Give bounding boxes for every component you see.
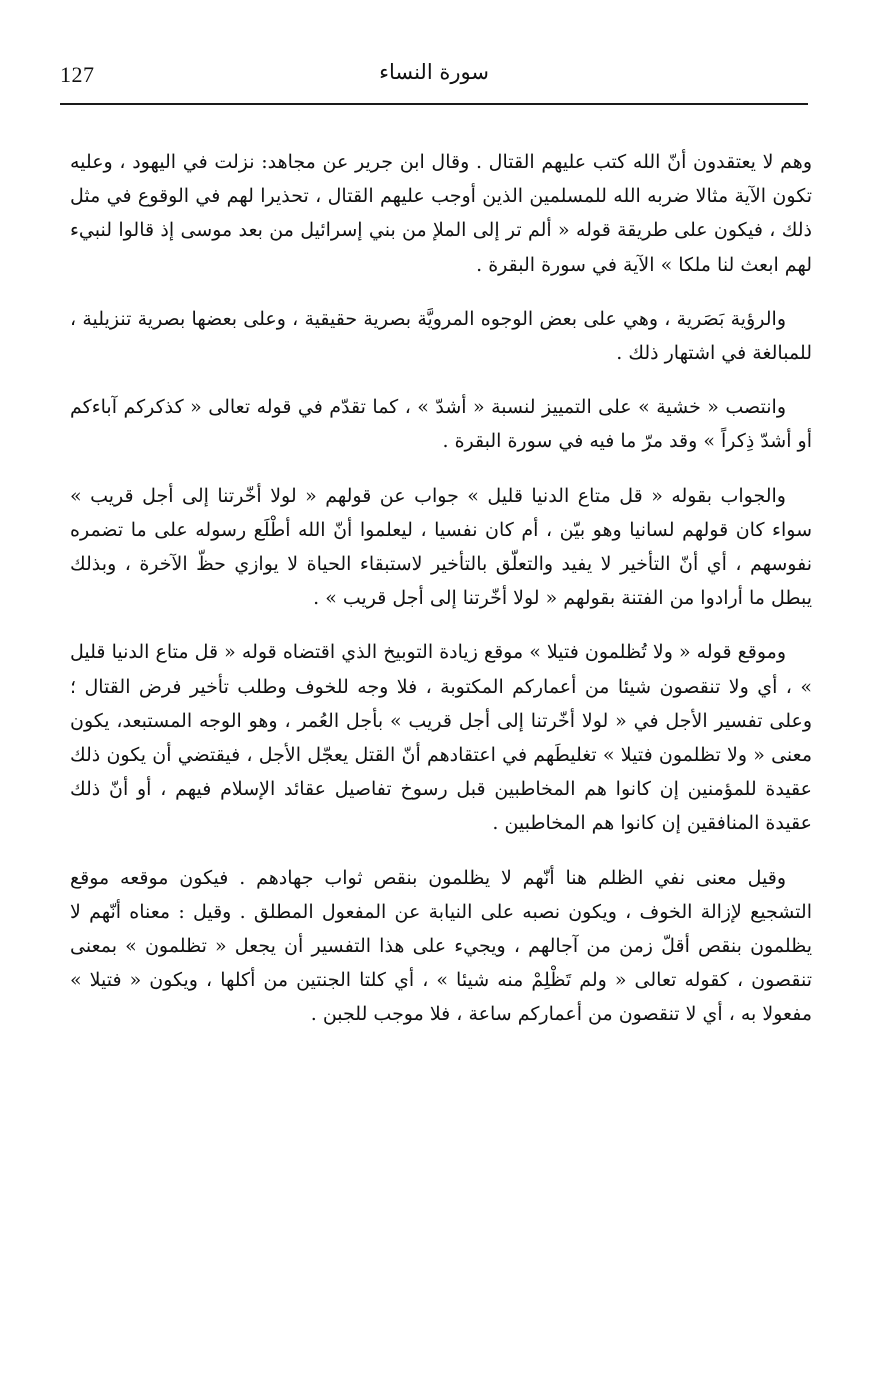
paragraph-5: وموقع قوله « ولا تُظلمون فتيلا » موقع زيادة التوبيخ الذي اقتضاه قوله « قل متاع الدنيا قليل » ، أي ولا تنقصون شيئا من أعماركم المكتوبة ، فلا وجه للخوف وطلب تأخير فرض القتال ؛ وعلى تفسير الأجل في « لولا أخّرتنا إلى أجل قريب » بأجل العُمر ، وهو الوجه المستبعد، يكون معنى « ولا تظلمون فتيلا » تغليطَهم في اعتقادهم أنّ القتل يعجّل الأجل ، فيقتضي أن يكون ذلك عقيدة للمؤمنين إن كانوا هم المخاطبين قبل رسوخ تفاصيل عقائد الإسلام فيهم ، أو أنّ ذلك عقيدة المنافقين إن كانوا هم المخاطبين . [70,641,812,835]
page-header [60,62,808,102]
header-divider [60,103,808,105]
page-number: 127 [60,62,95,87]
paragraph-2: والرؤية بَصَرية ، وهي على بعض الوجوه المرويَّة بصرية حقيقية ، وعلى بعضها بصرية تنزيلية ، للمبالغة في اشتهار ذلك . [70,307,812,365]
paragraph-6: وقيل معنى نفي الظلم هنا أنّهم لا يظلمون بنقص ثواب جهادهم . فيكون موقعه موقع التشجيع لإزالة الخوف ، ويكون نصبه على النيابة عن المفعول المطلق . وقيل : معناه أنّهم لا يظلمون بنقص أقلّ زمن من آجالهم ، ويجيء على هذا التفسير أن يجعل « تظلمون » بمعنى تنقصون ، كقوله تعالى « ولم تَظْلِمْ منه شيئا » ، أي كلتا الجنتين من أكلها ، ويكون « فتيلا » مفعولا به ، أي لا تنقصون من أعماركم ساعة ، فلا موجب للجبن . [70,866,812,1026]
paragraph-1: وهم لا يعتقدون أنّ الله كتب عليهم القتال . وقال ابن جرير عن مجاهد: نزلت في اليهود ، وعليه تكون الآية مثالا ضربه الله للمسلمين الذين أوجب عليهم القتال ، تحذيرا لهم في الوقوع في مثل ذلك ، فيكون على طريقة قوله « ألم تر إلى الملإ من بني إسرائيل من بعد موسى إذ قالوا لنبيء لهم ابعث لنا ملكا » الآية في سورة البقرة . [70,151,812,276]
body-text [70,145,812,1032]
running-title: سورة النساء [379,60,489,84]
paragraph-3: وانتصب « خشية » على التمييز لنسبة « أشدّ » ، كما تقدّم في قوله تعالى « كذكركم آباءكم أو أشدّ ذِكراً » وقد مرّ ما فيه في سورة البقرة . [70,396,812,453]
paragraph-4: والجواب بقوله « قل متاع الدنيا قليل » جواب عن قولهم « لولا أخّرتنا إلى أجل قريب » سواء كان قولهم لسانيا وهو بيّن ، أم كان نفسيا ، ليعلموا أنّ الله أطْلَع رسوله على ما تضمره نفوسهم ، أي أنّ التأخير لا يفيد والتعلّق بالتأخير لاستبقاء الحياة لا يوازي حظّ الآخرة ، وبذلك يبطل ما أرادوا من الفتنة بقولهم « لولا أخّرتنا إلى أجل قريب » . [70,484,812,610]
